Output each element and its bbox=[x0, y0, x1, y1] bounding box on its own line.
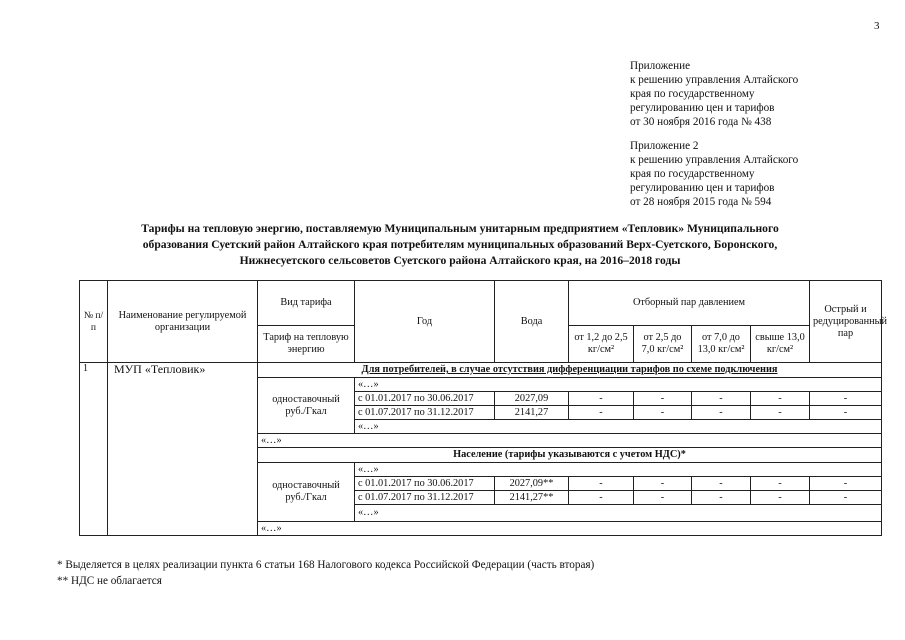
period-cell: с 01.07.2017 по 31.12.2017 bbox=[355, 491, 495, 505]
steam-cell: - bbox=[692, 392, 751, 406]
appendix-line: от 28 ноября 2015 года № 594 bbox=[630, 196, 772, 208]
sharp-cell: - bbox=[810, 392, 882, 406]
steam-cell: - bbox=[634, 406, 692, 420]
appendix-line: края по государственному bbox=[630, 168, 755, 180]
footnote-no-vat: ** НДС не облагается bbox=[57, 575, 162, 587]
tariff-label: одноставочный руб./Гкал bbox=[258, 463, 355, 522]
header-tariff-heat: Тариф на тепловую энергию bbox=[258, 326, 355, 363]
appendix-note-1 bbox=[630, 59, 798, 129]
steam-cell: - bbox=[751, 392, 810, 406]
steam-cell: - bbox=[634, 491, 692, 505]
header-steam-3: от 7,0 до 13,0 кг/см² bbox=[692, 326, 751, 363]
header-org: Наименование регулируемой организации bbox=[108, 281, 258, 363]
ellipsis-row: «…» bbox=[258, 522, 882, 536]
appendix-line: регулированию цен и тарифов bbox=[630, 102, 775, 114]
appendix-line: от 30 ноября 2016 года № 438 bbox=[630, 116, 772, 128]
appendix-line: края по государственному bbox=[630, 88, 755, 100]
header-steam-2: от 2,5 до 7,0 кг/см² bbox=[634, 326, 692, 363]
header-water: Вода bbox=[495, 281, 569, 363]
page-number: 3 bbox=[874, 20, 880, 32]
steam-cell: - bbox=[634, 392, 692, 406]
steam-cell: - bbox=[569, 477, 634, 491]
header-steam-group: Отборный пар давлением bbox=[569, 281, 810, 326]
ellipsis-row: «…» bbox=[355, 420, 882, 434]
steam-cell: - bbox=[692, 491, 751, 505]
header-num: № п/п bbox=[80, 281, 108, 363]
appendix-line: к решению управления Алтайского bbox=[630, 154, 799, 166]
sharp-cell: - bbox=[810, 477, 882, 491]
water-cell: 2141,27 bbox=[495, 406, 569, 420]
title-line: Тарифы на тепловую энергию, поставляемую Муниципальным унитарным предприятием «Тепловик» Муниципального bbox=[141, 222, 779, 235]
steam-cell: - bbox=[569, 491, 634, 505]
ellipsis-row: «…» bbox=[258, 434, 882, 448]
appendix-line: Приложение bbox=[630, 60, 691, 72]
header-steam-1: от 1,2 до 2,5 кг/см² bbox=[569, 326, 634, 363]
period-cell: с 01.07.2017 по 31.12.2017 bbox=[355, 406, 495, 420]
ellipsis-row: «…» bbox=[355, 463, 882, 477]
water-cell: 2027,09** bbox=[495, 477, 569, 491]
header-steam-4: свыше 13,0 кг/см² bbox=[751, 326, 810, 363]
tariff-label: одноставочный руб./Гкал bbox=[258, 378, 355, 434]
header-year: Год bbox=[355, 281, 495, 363]
row-number: 1 bbox=[80, 363, 108, 536]
water-cell: 2027,09 bbox=[495, 392, 569, 406]
appendix-line: регулированию цен и тарифов bbox=[630, 182, 775, 194]
sharp-cell: - bbox=[810, 406, 882, 420]
org-name: МУП «Тепловик» bbox=[108, 363, 258, 536]
ellipsis-row: «…» bbox=[355, 505, 882, 522]
steam-cell: - bbox=[751, 477, 810, 491]
steam-cell: - bbox=[692, 406, 751, 420]
water-cell: 2141,27** bbox=[495, 491, 569, 505]
header-tariff-type: Вид тарифа bbox=[258, 281, 355, 326]
section-title: Для потребителей, в случае отсутствия дифференциации тарифов по схеме подключения bbox=[258, 363, 882, 378]
footnote-vat: * Выделяется в целях реализации пункта 6 статьи 168 Налогового кодекса Российской Федерации (часть вторая) bbox=[57, 559, 595, 571]
steam-cell: - bbox=[751, 491, 810, 505]
header-sharp-steam: Острый и редуцированный пар bbox=[810, 281, 882, 363]
steam-cell: - bbox=[569, 406, 634, 420]
title-line: Нижнесуетского сельсоветов Суетского района Алтайского края, на 2016–2018 годы bbox=[239, 254, 681, 267]
ellipsis-row: «…» bbox=[355, 378, 882, 392]
appendix-note-2 bbox=[630, 139, 798, 209]
steam-cell: - bbox=[569, 392, 634, 406]
period-cell: с 01.01.2017 по 30.06.2017 bbox=[355, 477, 495, 491]
appendix-line: Приложение 2 bbox=[630, 140, 699, 152]
title-line: образования Суетский район Алтайского края потребителям муниципальных образований Верх-Суетского, Боронского, bbox=[142, 238, 778, 251]
tariff-table bbox=[79, 280, 888, 536]
section-title: Население (тарифы указываются с учетом НДС)* bbox=[258, 448, 882, 463]
document-title bbox=[60, 221, 860, 269]
steam-cell: - bbox=[751, 406, 810, 420]
steam-cell: - bbox=[634, 477, 692, 491]
appendix-line: к решению управления Алтайского bbox=[630, 74, 799, 86]
sharp-cell: - bbox=[810, 491, 882, 505]
steam-cell: - bbox=[692, 477, 751, 491]
period-cell: с 01.01.2017 по 30.06.2017 bbox=[355, 392, 495, 406]
